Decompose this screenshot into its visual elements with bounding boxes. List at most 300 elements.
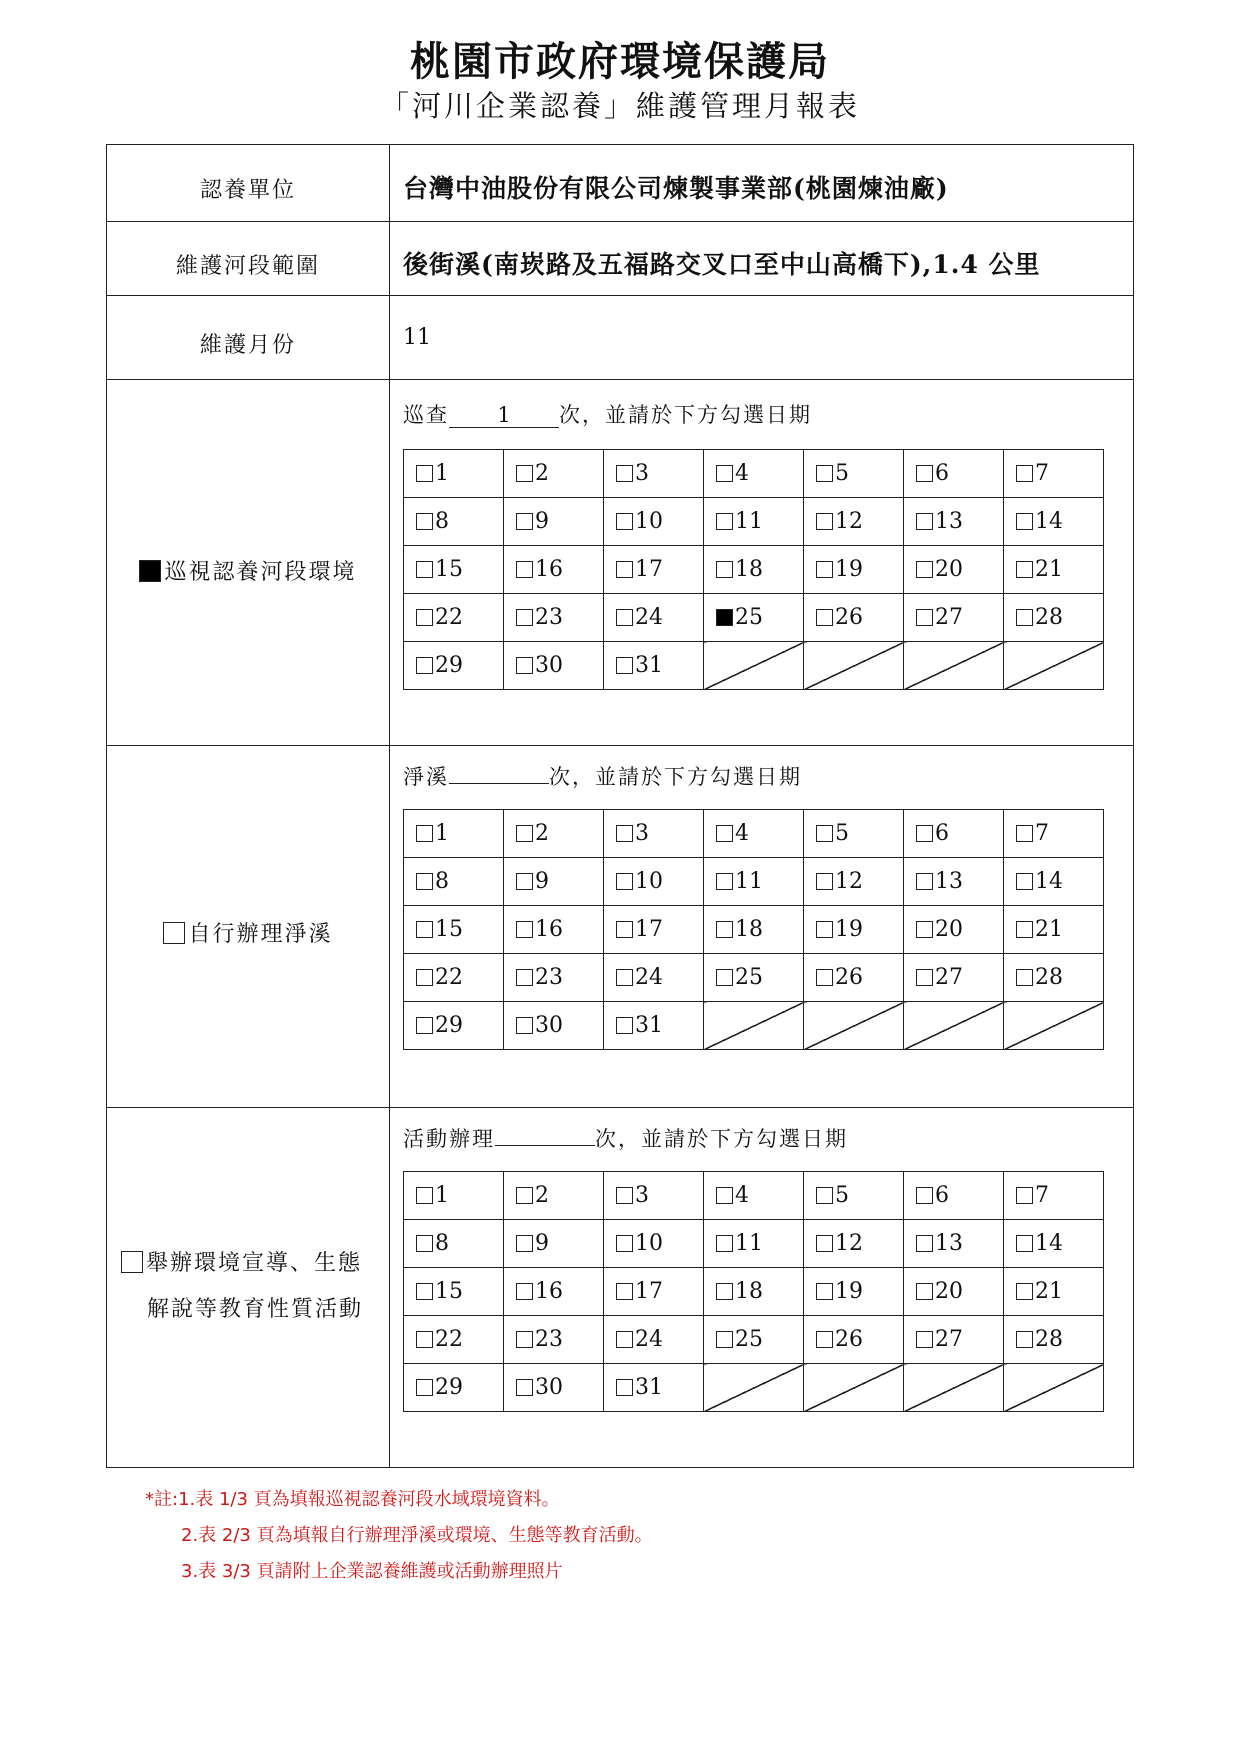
date-cell	[804, 954, 904, 1002]
date-checkbox[interactable]	[716, 1331, 733, 1348]
date-checkbox[interactable]	[816, 561, 833, 578]
date-cell	[804, 546, 904, 594]
date-row	[404, 1002, 1104, 1050]
date-label: 12	[835, 509, 863, 534]
range-value: 後街溪(南崁路及五福路交叉口至中山高橋下),1.4 公里	[403, 250, 1041, 279]
events-count-line: 活動辦理 次，並請於下方勾選日期	[403, 1127, 848, 1151]
unit-value: 台灣中油股份有限公司煉製事業部(桃園煉油廠)	[403, 174, 949, 203]
date-checkbox[interactable]	[416, 1331, 433, 1348]
date-label: 1	[435, 821, 449, 846]
date-checkbox[interactable]	[1016, 465, 1033, 482]
date-label: 20	[935, 1279, 963, 1304]
date-label: 11	[735, 1231, 763, 1256]
date-cell	[504, 498, 604, 546]
date-cell	[604, 954, 704, 1002]
date-checkbox[interactable]	[416, 561, 433, 578]
date-row	[404, 594, 1104, 642]
date-cell	[704, 450, 804, 498]
date-row	[404, 906, 1104, 954]
date-checkbox[interactable]	[916, 465, 933, 482]
date-checkbox[interactable]	[516, 1283, 533, 1300]
date-checkbox[interactable]	[416, 873, 433, 890]
note-line: 3.表 3/3 頁請附上企業認養維護或活動辦理照片	[181, 1561, 563, 1582]
date-cell	[904, 1268, 1004, 1316]
date-label: 16	[535, 557, 563, 582]
patrol-count-line: 巡查 1 次，並請於下方勾選日期	[403, 403, 812, 427]
date-checkbox[interactable]	[716, 561, 733, 578]
date-checkbox[interactable]	[516, 1331, 533, 1348]
date-label: 1	[435, 1183, 449, 1208]
date-checkbox[interactable]	[616, 609, 633, 626]
date-cell	[904, 906, 1004, 954]
date-checkbox[interactable]	[916, 1235, 933, 1252]
date-label: 22	[435, 965, 463, 990]
date-checkbox[interactable]	[916, 513, 933, 530]
date-checkbox[interactable]	[816, 969, 833, 986]
date-label: 14	[1035, 869, 1063, 894]
date-label: 2	[535, 821, 549, 846]
date-cell	[404, 1316, 504, 1364]
date-label: 17	[635, 917, 663, 942]
date-label: 22	[435, 1327, 463, 1352]
date-label: 5	[835, 1183, 849, 1208]
date-checkbox[interactable]	[916, 825, 933, 842]
date-checkbox[interactable]	[516, 873, 533, 890]
date-checkbox[interactable]	[916, 1331, 933, 1348]
date-label: 29	[435, 1375, 463, 1400]
footnotes	[145, 1482, 653, 1590]
date-label: 15	[435, 917, 463, 942]
date-row	[404, 498, 1104, 546]
date-cell	[404, 810, 504, 858]
date-label: 12	[835, 1231, 863, 1256]
category-checkbox[interactable]	[163, 922, 185, 944]
date-label: 10	[635, 869, 663, 894]
date-cell	[404, 642, 504, 690]
date-label: 10	[635, 1231, 663, 1256]
date-label: 13	[935, 869, 963, 894]
date-checkbox[interactable]	[716, 465, 733, 482]
date-checkbox[interactable]	[516, 969, 533, 986]
date-cell	[504, 1172, 604, 1220]
category-checkbox[interactable]	[139, 560, 161, 582]
date-checkbox[interactable]	[916, 1187, 933, 1204]
date-label: 12	[835, 869, 863, 894]
date-label: 8	[435, 1231, 449, 1256]
date-label: 20	[935, 917, 963, 942]
date-cell	[704, 1220, 804, 1268]
date-label: 18	[735, 917, 763, 942]
date-cell	[604, 1220, 704, 1268]
date-cell	[704, 1316, 804, 1364]
date-checkbox[interactable]	[416, 465, 433, 482]
empty-cell	[904, 642, 1004, 690]
date-checkbox[interactable]	[616, 1235, 633, 1252]
date-label: 27	[935, 965, 963, 990]
date-label: 9	[535, 1231, 549, 1256]
date-label: 23	[535, 605, 563, 630]
date-label: 31	[635, 653, 663, 678]
date-cell	[404, 450, 504, 498]
date-checkbox[interactable]	[916, 1283, 933, 1300]
date-label: 19	[835, 1279, 863, 1304]
date-label: 13	[935, 509, 963, 534]
date-checkbox[interactable]	[616, 465, 633, 482]
date-cell	[404, 1172, 504, 1220]
column-divider	[389, 145, 390, 1467]
date-label: 24	[635, 965, 663, 990]
document-subtitle: 「河川企業認養」維護管理月報表	[379, 89, 860, 123]
date-cell	[604, 1172, 704, 1220]
date-checkbox[interactable]	[416, 969, 433, 986]
date-label: 16	[535, 917, 563, 942]
date-label: 6	[935, 821, 949, 846]
date-label: 18	[735, 557, 763, 582]
date-checkbox[interactable]	[516, 825, 533, 842]
date-cell	[1004, 1268, 1104, 1316]
date-checkbox[interactable]	[616, 825, 633, 842]
date-label: 8	[435, 869, 449, 894]
row-divider	[107, 1107, 1133, 1108]
date-label: 18	[735, 1279, 763, 1304]
date-cell	[604, 498, 704, 546]
date-label: 28	[1035, 605, 1063, 630]
date-checkbox[interactable]	[416, 921, 433, 938]
date-checkbox[interactable]	[616, 1283, 633, 1300]
date-cell	[404, 1364, 504, 1412]
date-checkbox[interactable]	[516, 1235, 533, 1252]
date-label: 1	[435, 461, 449, 486]
date-checkbox[interactable]	[716, 1187, 733, 1204]
date-cell	[1004, 858, 1104, 906]
empty-cell	[904, 1002, 1004, 1050]
date-row	[404, 954, 1104, 1002]
date-cell	[404, 1220, 504, 1268]
date-checkbox[interactable]	[616, 657, 633, 674]
date-checkbox[interactable]	[816, 1283, 833, 1300]
section-cleanup-label: 自行辦理淨溪	[107, 917, 389, 948]
date-cell	[604, 1268, 704, 1316]
date-cell	[704, 546, 804, 594]
date-cell	[504, 954, 604, 1002]
date-label: 15	[435, 557, 463, 582]
date-cell	[504, 546, 604, 594]
date-checkbox[interactable]	[1016, 1187, 1033, 1204]
date-label: 14	[1035, 509, 1063, 534]
date-cell	[504, 1364, 604, 1412]
date-label: 15	[435, 1279, 463, 1304]
date-cell	[804, 810, 904, 858]
date-checkbox[interactable]	[816, 921, 833, 938]
date-checkbox[interactable]	[816, 1187, 833, 1204]
date-cell	[704, 594, 804, 642]
date-checkbox[interactable]	[916, 969, 933, 986]
date-label: 5	[835, 461, 849, 486]
date-row	[404, 1316, 1104, 1364]
date-checkbox[interactable]	[1016, 921, 1033, 938]
date-row	[404, 642, 1104, 690]
date-cell	[1004, 1316, 1104, 1364]
date-checkbox[interactable]	[816, 1331, 833, 1348]
date-cell	[604, 810, 704, 858]
month-label: 維護月份	[199, 333, 296, 358]
date-cell	[604, 858, 704, 906]
month-value: 11	[403, 325, 431, 350]
date-label: 3	[635, 461, 649, 486]
date-cell	[504, 1220, 604, 1268]
date-cell	[404, 594, 504, 642]
date-label: 24	[635, 1327, 663, 1352]
date-label: 23	[535, 965, 563, 990]
date-cell	[904, 858, 1004, 906]
date-cell	[704, 858, 804, 906]
date-checkbox[interactable]	[716, 873, 733, 890]
empty-cell	[704, 1002, 804, 1050]
date-label: 23	[535, 1327, 563, 1352]
date-checkbox[interactable]	[1016, 561, 1033, 578]
empty-cell	[904, 1364, 1004, 1412]
date-row	[404, 1172, 1104, 1220]
date-checkbox[interactable]	[416, 1187, 433, 1204]
date-checkbox[interactable]	[616, 513, 633, 530]
date-checkbox[interactable]	[1016, 825, 1033, 842]
date-label: 10	[635, 509, 663, 534]
date-label: 25	[735, 965, 763, 990]
date-label: 3	[635, 821, 649, 846]
date-checkbox[interactable]	[616, 921, 633, 938]
section-events-label: 舉辦環境宣導、生態 解說等教育性質活動	[107, 1241, 389, 1333]
date-label: 9	[535, 509, 549, 534]
date-cell	[404, 498, 504, 546]
date-checkbox[interactable]	[616, 873, 633, 890]
date-checkbox[interactable]	[416, 609, 433, 626]
date-checkbox[interactable]	[1016, 873, 1033, 890]
date-cell	[904, 546, 1004, 594]
date-label: 4	[735, 821, 749, 846]
date-cell	[504, 1268, 604, 1316]
date-checkbox[interactable]	[716, 1235, 733, 1252]
date-label: 6	[935, 1183, 949, 1208]
date-label: 30	[535, 653, 563, 678]
date-label: 2	[535, 1183, 549, 1208]
date-checkbox[interactable]	[1016, 609, 1033, 626]
date-checkbox[interactable]	[716, 1283, 733, 1300]
date-cell	[504, 858, 604, 906]
date-cell	[904, 954, 1004, 1002]
date-checkbox[interactable]	[1016, 513, 1033, 530]
date-label: 26	[835, 965, 863, 990]
date-label: 17	[635, 557, 663, 582]
date-label: 2	[535, 461, 549, 486]
date-checkbox[interactable]	[1016, 969, 1033, 986]
date-checkbox[interactable]	[616, 969, 633, 986]
date-checkbox[interactable]	[416, 1235, 433, 1252]
date-cell	[404, 858, 504, 906]
date-label: 3	[635, 1183, 649, 1208]
date-checkbox[interactable]	[416, 513, 433, 530]
date-checkbox[interactable]	[616, 1331, 633, 1348]
row-divider	[107, 221, 1133, 222]
date-label: 7	[1035, 461, 1049, 486]
date-cell	[1004, 954, 1104, 1002]
date-checkbox[interactable]	[1016, 1283, 1033, 1300]
date-checkbox[interactable]	[716, 513, 733, 530]
date-checkbox[interactable]	[716, 969, 733, 986]
date-label: 19	[835, 557, 863, 582]
date-cell	[904, 1316, 1004, 1364]
date-cell	[1004, 594, 1104, 642]
date-checkbox[interactable]	[716, 921, 733, 938]
section-patrol-label: 巡視認養河段環境	[107, 555, 389, 586]
date-label: 31	[635, 1013, 663, 1038]
date-label: 5	[835, 821, 849, 846]
date-cell	[704, 810, 804, 858]
date-cell	[1004, 810, 1104, 858]
date-checkbox[interactable]	[816, 825, 833, 842]
date-checkbox[interactable]	[616, 1187, 633, 1204]
date-checkbox[interactable]	[916, 561, 933, 578]
date-cell	[704, 906, 804, 954]
date-checkbox[interactable]	[716, 825, 733, 842]
date-label: 26	[835, 1327, 863, 1352]
date-label: 17	[635, 1279, 663, 1304]
date-cell	[404, 954, 504, 1002]
date-label: 28	[1035, 965, 1063, 990]
date-cell	[804, 1268, 904, 1316]
date-label: 27	[935, 1327, 963, 1352]
date-cell	[404, 546, 504, 594]
date-checkbox[interactable]	[616, 561, 633, 578]
date-cell	[1004, 546, 1104, 594]
date-cell	[804, 906, 904, 954]
date-checkbox[interactable]	[616, 1017, 633, 1034]
date-cell	[804, 1220, 904, 1268]
date-cell	[604, 594, 704, 642]
date-checkbox[interactable]	[516, 513, 533, 530]
date-cell	[504, 642, 604, 690]
count-input[interactable]	[449, 783, 549, 784]
date-checkbox[interactable]	[416, 1283, 433, 1300]
date-cell	[804, 858, 904, 906]
date-label: 30	[535, 1375, 563, 1400]
date-checkbox[interactable]	[516, 1379, 533, 1396]
date-cell	[904, 498, 1004, 546]
date-checkbox[interactable]	[516, 561, 533, 578]
date-label: 24	[635, 605, 663, 630]
date-label: 7	[1035, 821, 1049, 846]
report-form	[106, 144, 1134, 1468]
count-input[interactable]: 1	[449, 404, 559, 428]
date-checkbox[interactable]	[916, 873, 933, 890]
note-line: *註:1.表 1/3 頁為填報巡視認養河段水域環境資料。	[145, 1489, 560, 1510]
date-checkbox[interactable]	[716, 609, 733, 626]
date-cell	[904, 1220, 1004, 1268]
date-checkbox[interactable]	[816, 1235, 833, 1252]
date-checkbox[interactable]	[816, 609, 833, 626]
date-row	[404, 1220, 1104, 1268]
date-label: 21	[1035, 557, 1063, 582]
date-label: 8	[435, 509, 449, 534]
empty-cell	[704, 642, 804, 690]
date-row	[404, 450, 1104, 498]
date-checkbox[interactable]	[816, 513, 833, 530]
date-checkbox[interactable]	[1016, 1235, 1033, 1252]
range-label: 維護河段範圍	[175, 254, 320, 279]
date-label: 16	[535, 1279, 563, 1304]
date-label: 6	[935, 461, 949, 486]
date-checkbox[interactable]	[516, 921, 533, 938]
date-cell	[504, 1316, 604, 1364]
date-cell	[1004, 1172, 1104, 1220]
date-cell	[804, 498, 904, 546]
empty-cell	[704, 1364, 804, 1412]
note-line: 2.表 2/3 頁為填報自行辦理淨溪或環境、生態等教育活動。	[181, 1525, 653, 1546]
date-cell	[804, 1316, 904, 1364]
category-checkbox[interactable]	[121, 1251, 143, 1273]
date-cell	[604, 1002, 704, 1050]
date-row	[404, 546, 1104, 594]
date-cell	[604, 906, 704, 954]
date-label: 4	[735, 1183, 749, 1208]
date-cell	[604, 450, 704, 498]
date-checkbox[interactable]	[516, 1017, 533, 1034]
cleanup-count-line: 淨溪 次，並請於下方勾選日期	[403, 765, 802, 789]
date-checkbox[interactable]	[516, 657, 533, 674]
date-label: 27	[935, 605, 963, 630]
date-cell	[804, 594, 904, 642]
date-cell	[504, 906, 604, 954]
date-checkbox[interactable]	[416, 657, 433, 674]
date-cell	[904, 450, 1004, 498]
date-label: 29	[435, 653, 463, 678]
date-grid	[403, 1171, 1104, 1412]
document-title: 桃園市政府環境保護局	[410, 38, 830, 85]
date-grid	[403, 809, 1104, 1050]
date-checkbox[interactable]	[416, 825, 433, 842]
date-label: 26	[835, 605, 863, 630]
date-checkbox[interactable]	[516, 1187, 533, 1204]
date-cell	[804, 450, 904, 498]
date-cell	[604, 1316, 704, 1364]
date-checkbox[interactable]	[916, 921, 933, 938]
empty-cell	[804, 1364, 904, 1412]
date-cell	[604, 642, 704, 690]
date-checkbox[interactable]	[816, 465, 833, 482]
row-divider	[107, 745, 1133, 746]
date-row	[404, 1364, 1104, 1412]
date-checkbox[interactable]	[1016, 1331, 1033, 1348]
date-checkbox[interactable]	[516, 609, 533, 626]
date-checkbox[interactable]	[616, 1379, 633, 1396]
date-label: 4	[735, 461, 749, 486]
date-checkbox[interactable]	[416, 1017, 433, 1034]
date-label: 20	[935, 557, 963, 582]
date-checkbox[interactable]	[516, 465, 533, 482]
count-input[interactable]	[495, 1145, 595, 1146]
empty-cell	[1004, 642, 1104, 690]
date-cell	[704, 1268, 804, 1316]
date-checkbox[interactable]	[916, 609, 933, 626]
date-checkbox[interactable]	[416, 1379, 433, 1396]
date-cell	[704, 498, 804, 546]
date-checkbox[interactable]	[816, 873, 833, 890]
date-cell	[904, 1172, 1004, 1220]
date-cell	[604, 546, 704, 594]
date-label: 25	[735, 1327, 763, 1352]
date-cell	[504, 1002, 604, 1050]
date-cell	[404, 1002, 504, 1050]
date-label: 11	[735, 509, 763, 534]
